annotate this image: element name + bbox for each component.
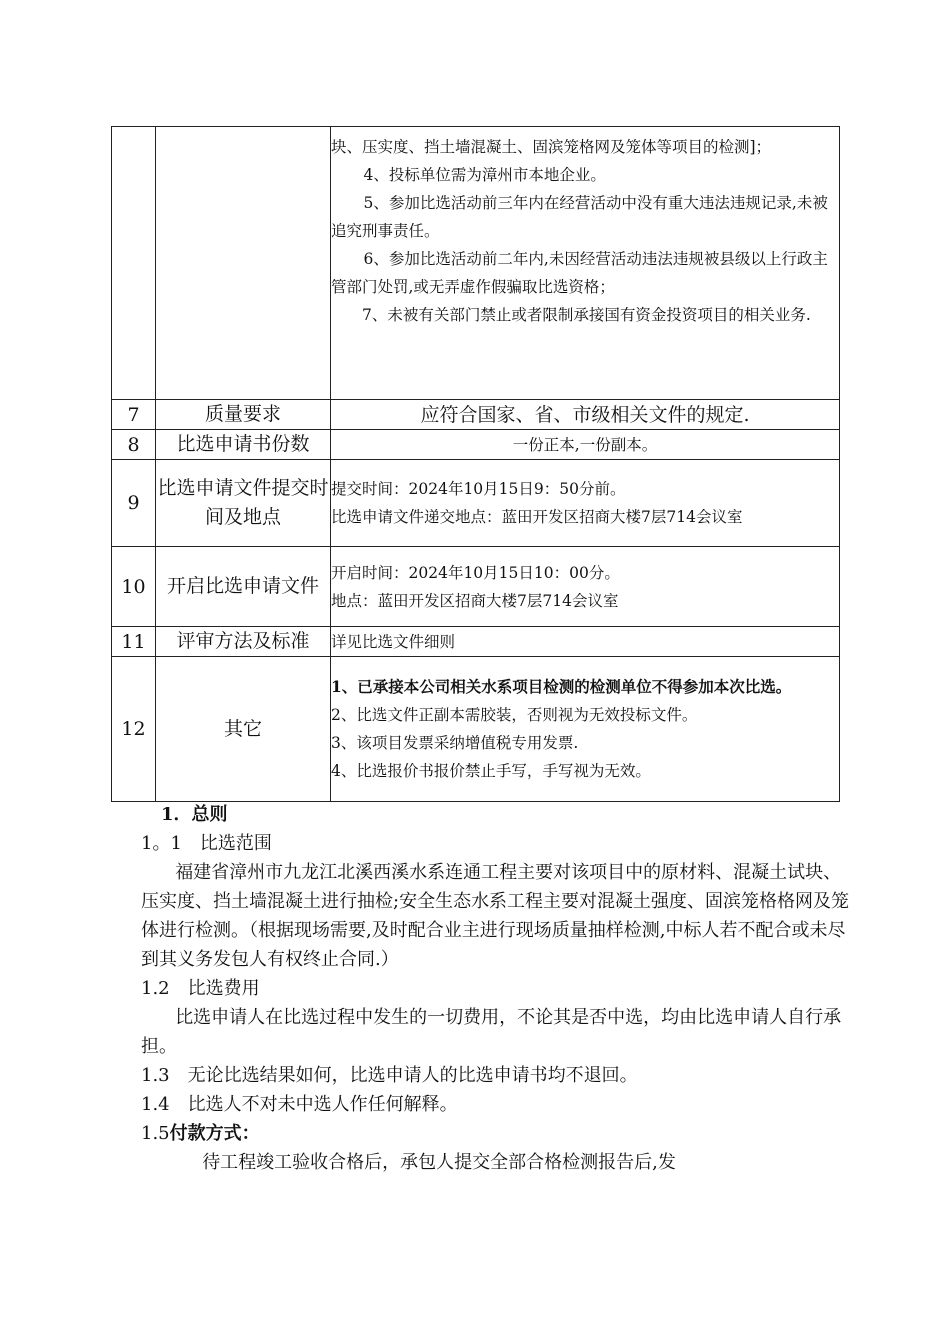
subsection-heading: 1.2 比选费用 [141,978,260,999]
item-name-cell: 其它 [156,657,331,802]
item-name-cell: 比选申请文件提交时间及地点 [156,460,331,547]
paragraph: 1.3 无论比选结果如何，比选申请人的比选申请书均不退回。 [141,1065,638,1086]
paragraph: 1.4 比选人不对未中选人作任何解释。 [141,1094,458,1115]
item-content-cell [331,400,840,430]
item-content-cell [331,127,840,400]
row-number-cell: 9 [112,460,156,547]
item-content-cell [331,460,840,547]
content-line: 地点：蓝田开发区招商大楼7层714会议室 [331,591,619,610]
content-line: 一份正本,一份副本。 [512,435,658,454]
content-line: 块、压实度、挡土墙混凝土、固滨笼格网及笼体等项目的检测]； [331,138,772,156]
subsection-number: 1.5 [141,1123,170,1144]
content-line: 7、未被有关部门禁止或者限制承接国有资金投资项目的相关业务. [362,306,811,324]
table-row [112,547,840,627]
table-row [112,627,840,657]
content-line: 开启时间：2024年10月15日10：00分。 [331,563,620,582]
item-name-cell: 开启比选申请文件 [156,547,331,627]
item-content-cell [331,547,840,627]
item-content-cell [331,657,840,802]
row-number-cell: 7 [112,400,156,430]
content-line: 应符合国家、省、市级相关文件的规定. [420,403,750,426]
content-line: 3、该项目发票采纳增值税专用发票. [331,734,579,752]
item-name-cell [156,127,331,400]
general-provisions [141,800,853,1177]
row-number-cell [112,127,156,400]
table-row [112,460,840,547]
row-number-cell: 11 [112,627,156,657]
paragraph: 福建省漳州市九龙江北溪西溪水系连通工程主要对该项目中的原材料、混凝土试块、压实度、挡土墙混凝土进行抽检;安全生态水系工程主要对混凝土强度、固滨笼格格网及笼体进行检测。（根据现场需要,及时配合业主进行现场质量抽样检测,中标人若不配合或未尽到其义务发包人有权终止合同.） [141,862,850,970]
item-name-cell: 比选申请书份数 [156,430,331,460]
content-line: 提交时间：2024年10月15日9：50分前。 [331,480,626,498]
item-content-cell [331,627,840,657]
table-row [112,430,840,460]
item-name-cell: 质量要求 [156,400,331,430]
subsection-heading: 1。1 比选范围 [141,833,272,854]
table-row [112,400,840,430]
content-line: 6、参加比选活动前二年内,未因经营活动违法违规被县级以上行政主管部门处罚,或无弄虚作假骗取比选资格； [331,250,828,296]
content-line: 5、参加比选活动前三年内在经营活动中没有重大违法违规记录,未被追究刑事责任。 [331,194,828,240]
table-row [112,127,840,400]
section-title: 1．总则 [161,804,228,825]
item-name-cell: 评审方法及标准 [156,627,331,657]
subsection-label: 付款方式： [169,1123,260,1144]
row-number-cell: 10 [112,547,156,627]
content-line: 4、投标单位需为漳州市本地企业。 [363,166,606,184]
table-row [112,657,840,802]
requirements-table [111,126,840,802]
row-number-cell: 12 [112,657,156,802]
content-line: 比选申请文件递交地点：蓝田开发区招商大楼7层714会议室 [331,508,743,526]
paragraph: 待工程竣工验收合格后，承包人提交全部合格检测报告后,发 [202,1152,676,1173]
paragraph: 比选申请人在比选过程中发生的一切费用，不论其是否中选，均由比选申请人自行承担。 [141,1007,842,1057]
item-content-cell [331,430,840,460]
content-line: 1、已承接本公司相关水系项目检测的检测单位不得参加本次比选。 [331,677,792,696]
subsection-heading [141,1119,853,1148]
content-line: 2、比选文件正副本需胶装，否则视为无效投标文件。 [331,706,698,724]
content-line: 4、比选报价书报价禁止手写，手写视为无效。 [331,762,651,780]
row-number-cell: 8 [112,430,156,460]
content-line: 详见比选文件细则 [331,632,456,651]
